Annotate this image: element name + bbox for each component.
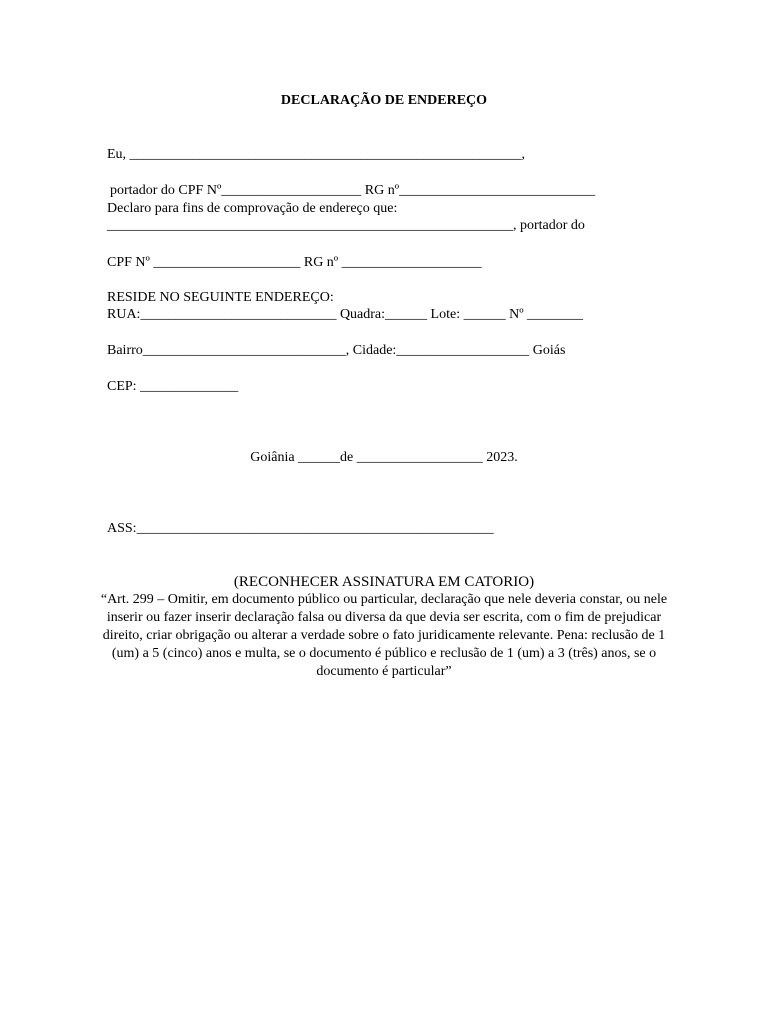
legal-quote: “Art. 299 – Omitir, em documento público ou particular, declaração que nele deveria constar, ou nele inserir ou fazer inserir declaração falsa ou diversa da que devia ser escrita, com o fim de prejudicar direito, criar obrigação ou alterar a verdade sobre o fato juridicamente relevante. Pena: reclusão de 1 (um) a 5 (cinco) anos e multa, se o documento é público e reclusão de 1 (um) a 3 (três) anos, se o documento é particular”: [100, 592, 668, 679]
cep-field-line: CEP: ______________: [107, 379, 239, 394]
address-heading: RESIDE NO SEGUINTE ENDEREÇO:: [107, 290, 334, 305]
date-line: Goiânia ______de __________________ 2023.: [250, 450, 518, 465]
declaration-statement: Declaro para fins de comprovação de endereço que:: [107, 201, 398, 216]
declared-person-field-line: __________________________________________________________, portador do: [107, 218, 585, 233]
signature-line: ASS:___________________________________________________: [107, 521, 494, 536]
street-field-line: RUA:____________________________ Quadra:______ Lote: ______ Nº ________: [107, 307, 584, 322]
page-title: DECLARAÇÃO DE ENDEREÇO: [280, 93, 488, 108]
cpf-rg-field-line: portador do CPF Nº____________________ RG nº____________________________: [110, 183, 596, 198]
notice-heading: (RECONHECER ASSINATURA EM CATORIO): [233, 574, 535, 590]
name-field-line: Eu, ________________________________________________________,: [107, 147, 526, 162]
neighborhood-city-field-line: Bairro_____________________________, Cidade:___________________ Goiás: [107, 343, 566, 358]
legal-notice: [100, 573, 668, 681]
declared-cpf-rg-field-line: CPF Nº _____________________ RG nº ____________________: [107, 255, 482, 270]
